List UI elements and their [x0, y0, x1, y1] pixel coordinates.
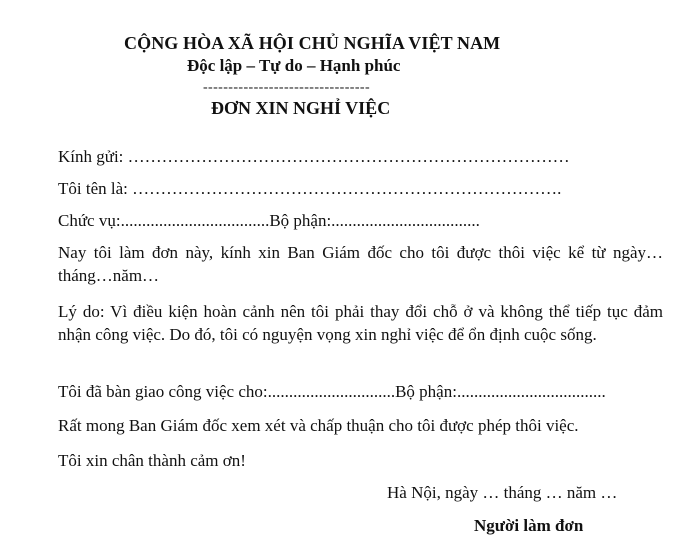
thanks-line: Tôi xin chân thành cảm ơn! — [58, 451, 246, 470]
position-department-line: Chức vụ:...................................Bộ phận:................................... — [58, 211, 480, 230]
place-date-line: Hà Nội, ngày … tháng … năm … — [387, 483, 618, 502]
hope-line: Rất mong Ban Giám đốc xem xét và chấp thuận cho tôi được phép thôi việc. — [58, 416, 579, 435]
heading-divider: --------------------------------- — [203, 80, 371, 95]
nation-heading: CỘNG HÒA XÃ HỘI CHỦ NGHĨA VIỆT NAM — [124, 33, 501, 53]
document-title: ĐƠN XIN NGHỈ VIỆC — [211, 98, 391, 118]
request-paragraph: Nay tôi làm đơn này, kính xin Ban Giám đốc cho tôi được thôi việc kể từ ngày…tháng…năm… — [58, 243, 663, 285]
handover-line: Tôi đã bàn giao công việc cho:..............................Bộ phận:................................... — [58, 382, 606, 401]
reason-paragraph: Lý do: Vì điều kiện hoàn cảnh nên tôi phải thay đổi chỗ ở và không thể tiếp tục đảm nhận công việc. Do đó, tôi có nguyện vọng xin nghỉ việc để ổn định cuộc sống. — [58, 302, 663, 344]
addressee-line: Kính gửi: …………………………………………………………………… — [58, 147, 570, 166]
national-motto: Độc lập – Tự do – Hạnh phúc — [187, 56, 401, 75]
name-line: Tôi tên là: …………………………………………………………………. — [58, 179, 562, 198]
signer-label: Người làm đơn — [474, 516, 584, 535]
